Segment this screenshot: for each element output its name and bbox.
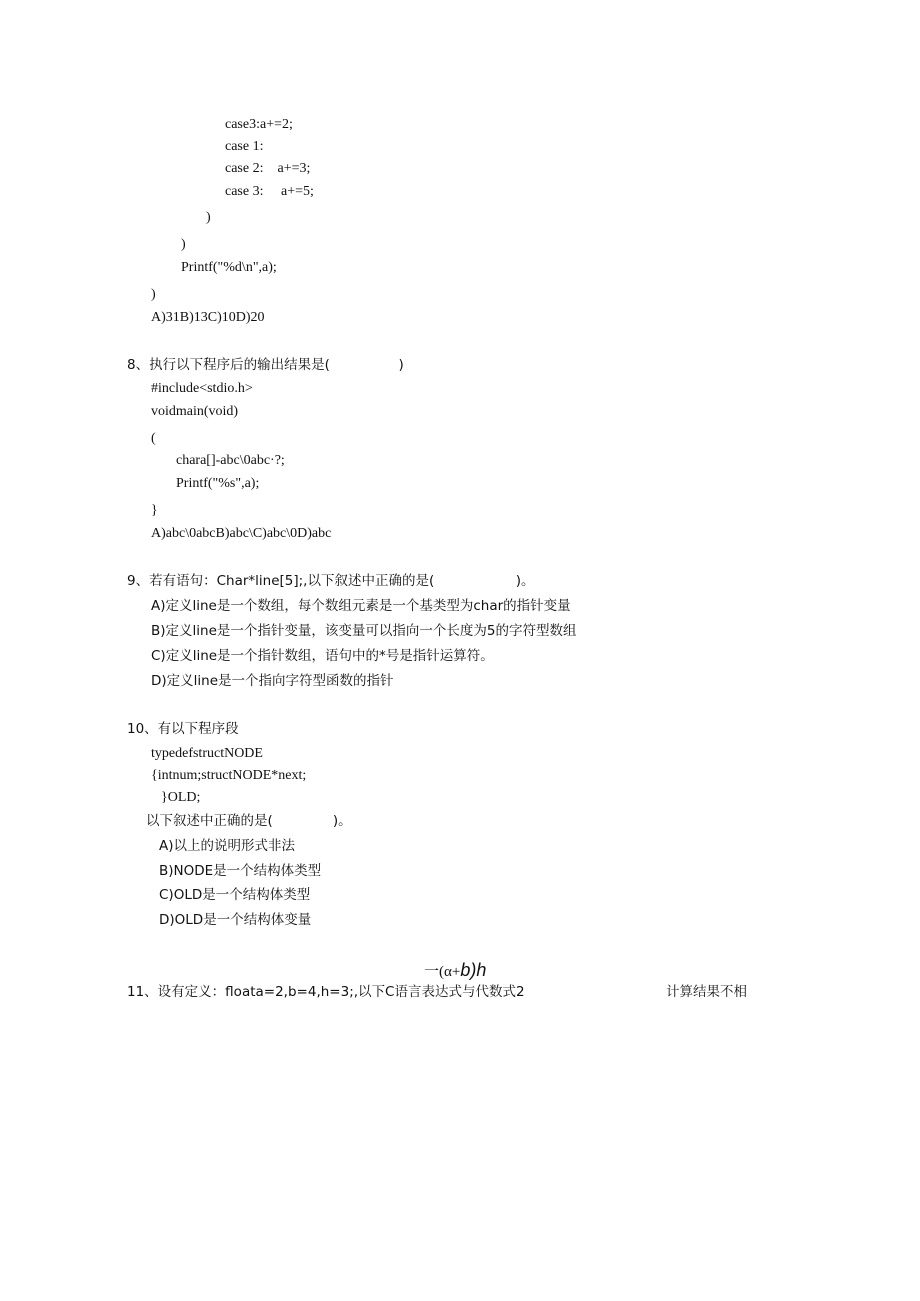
q8-answer-options: A)abc\0abcB)abc\C)abc\0D)abc bbox=[151, 526, 332, 541]
q7-code-line: ) bbox=[181, 237, 186, 252]
q8-code-line: ( bbox=[151, 431, 156, 446]
q9-title: 9、若有语句：Char*line[5];,以下叙述中正确的是( )。 bbox=[127, 573, 535, 589]
q8-code-line: voidmain(void) bbox=[151, 404, 239, 419]
q10-title: 10、有以下程序段 bbox=[127, 721, 239, 737]
q8-code-line: chara[]-abc\0abc·?; bbox=[176, 453, 285, 468]
q7-answer-options: A)31B)13C)10D)20 bbox=[151, 310, 265, 325]
q7-code-line: Printf("%d\n",a); bbox=[181, 260, 277, 275]
q10-code-line: typedefstructNODE bbox=[151, 746, 263, 761]
q8-code-line: #include<stdio.h> bbox=[151, 381, 253, 396]
q8-code-line: Printf("%s",a); bbox=[176, 476, 260, 491]
q11-formula-tail: b)h bbox=[460, 960, 487, 980]
q10-option-b: B)NODE是一个结构体类型 bbox=[159, 863, 322, 879]
q9-option-d: D)定义line是一个指向字符型函数的指针 bbox=[151, 673, 394, 689]
q7-code-line: ) bbox=[151, 287, 156, 302]
q7-code-line: case 3: a+=5; bbox=[225, 184, 314, 199]
q11-text: 11、设有定义：floata=2,b=4,h=3;,以下C语言表达式与代数式2 bbox=[127, 984, 525, 1000]
q8-code-line: } bbox=[151, 503, 158, 518]
q10-question: 以下叙述中正确的是( )。 bbox=[146, 813, 352, 829]
q11-text-right: 计算结果不相 bbox=[666, 984, 747, 1000]
q7-code-line: case 1: bbox=[225, 139, 264, 154]
q10-option-a: A)以上的说明形式非法 bbox=[159, 838, 296, 854]
q9-option-a: A)定义line是一个数组，每个数组元素是一个基类型为char的指针变量 bbox=[151, 598, 571, 614]
q10-option-c: C)OLD是一个结构体类型 bbox=[159, 887, 311, 903]
q9-option-b: B)定义line是一个指针变量，该变量可以指向一个长度为5的字符型数组 bbox=[151, 623, 577, 639]
q10-code-line: {intnum;structNODE*next; bbox=[151, 768, 307, 783]
q10-code-line: }OLD; bbox=[161, 790, 201, 805]
q11-formula-prefix: 一(α+ bbox=[424, 964, 461, 980]
q8-title: 8、执行以下程序后的输出结果是( ) bbox=[127, 357, 404, 373]
q11-formula bbox=[424, 961, 486, 981]
q7-code-line: case 2: a+=3; bbox=[225, 161, 311, 176]
q7-code-line: case3:a+=2; bbox=[225, 117, 293, 132]
q9-option-c: C)定义line是一个指针数组，语句中的*号是指针运算符。 bbox=[151, 648, 494, 664]
q7-code-line: ) bbox=[206, 210, 211, 225]
q10-option-d: D)OLD是一个结构体变量 bbox=[159, 912, 312, 928]
